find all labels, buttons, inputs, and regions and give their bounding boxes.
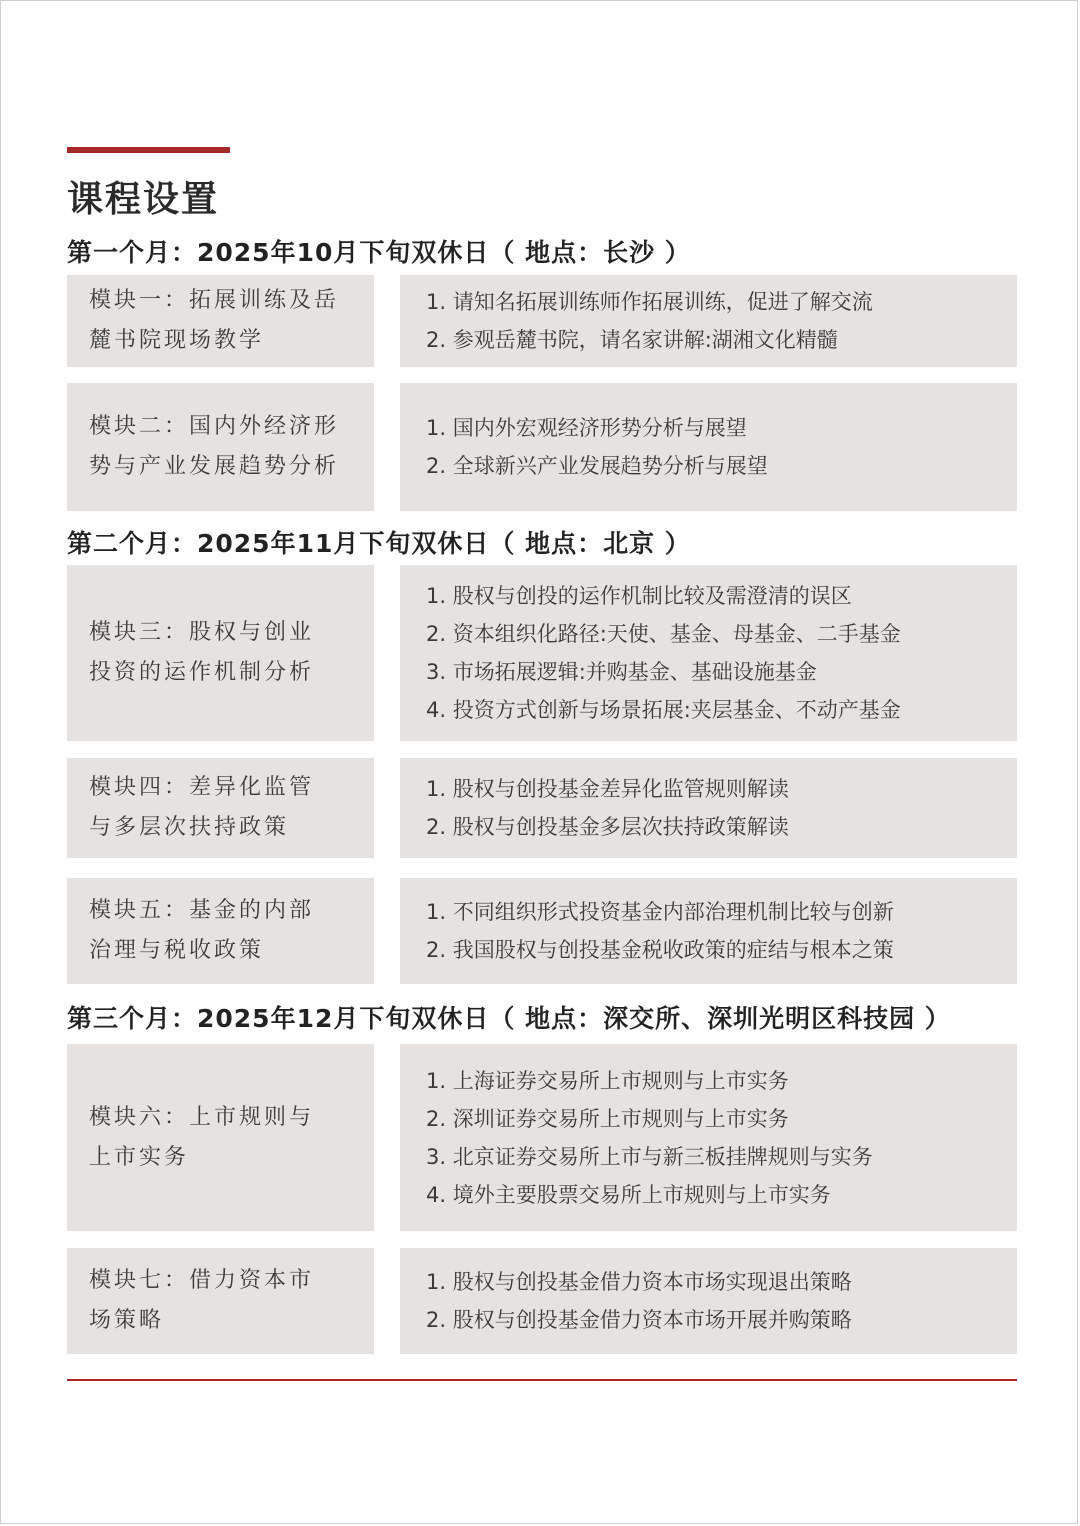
list-item: 4. 境外主要股票交易所上市规则与上市实务 [426, 1182, 831, 1207]
module-items-cell [400, 275, 1017, 367]
module-name-cell [67, 275, 374, 367]
list-item: 2. 股权与创投基金借力资本市场开展并购策略 [426, 1308, 852, 1332]
module-row-4 [67, 758, 1017, 858]
list-item: 2. 参观岳麓书院，请名家讲解:湖湘文化精髓 [426, 328, 838, 352]
module-name: 模块六：上市规则与 上市实务 [89, 1104, 315, 1170]
list-item: 3. 市场拓展逻辑:并购基金、基础设施基金 [426, 660, 817, 684]
list-item: 1. 不同组织形式投资基金内部治理机制比较与创新 [426, 900, 894, 924]
module-name-cell [67, 1248, 374, 1354]
module-name-cell [67, 758, 374, 858]
module-row-7 [67, 1248, 1017, 1354]
module-items-cell [400, 565, 1017, 741]
month-heading-1: 第一个月：2025年10月下旬双休日（ 地点：长沙 ） [67, 238, 691, 267]
module-name: 模块四：差异化监管 与多层次扶持政策 [89, 775, 315, 840]
module-name: 模块二：国内外经济形 势与产业发展趋势分析 [89, 414, 340, 479]
list-item: 4. 投资方式创新与场景拓展:夹层基金、不动产基金 [426, 698, 901, 722]
list-item: 3. 北京证券交易所上市与新三板挂牌规则与实务 [426, 1144, 873, 1169]
list-item: 1. 股权与创投的运作机制比较及需澄清的误区 [426, 584, 852, 608]
month-heading-3: 第三个月：2025年12月下旬双休日（ 地点：深交所、深圳光明区科技园 ） [67, 1004, 951, 1033]
list-item: 2. 股权与创投基金多层次扶持政策解读 [426, 815, 789, 839]
module-name-cell [67, 383, 374, 511]
list-item: 1. 上海证券交易所上市规则与上市实务 [426, 1068, 789, 1093]
list-item: 1. 国内外宏观经济形势分析与展望 [426, 416, 747, 440]
module-row-3 [67, 565, 1017, 741]
module-row-2 [67, 383, 1017, 511]
title-accent-bar [67, 147, 230, 153]
list-item: 1. 股权与创投基金差异化监管规则解读 [426, 777, 789, 801]
module-items-cell [400, 1248, 1017, 1354]
list-item: 2. 全球新兴产业发展趋势分析与展望 [426, 454, 768, 478]
module-row-6 [67, 1044, 1017, 1231]
module-name: 模块七：借力资本市 场策略 [89, 1268, 315, 1333]
module-name: 模块一：拓展训练及岳 麓书院现场教学 [89, 288, 340, 353]
page-title: 课程设置 [67, 179, 220, 220]
module-row-1 [67, 275, 1017, 367]
list-item: 1. 股权与创投基金借力资本市场实现退出策略 [426, 1270, 852, 1294]
list-item: 2. 深圳证券交易所上市规则与上市实务 [426, 1106, 789, 1131]
module-items-cell [400, 383, 1017, 511]
module-items-cell [400, 878, 1017, 984]
list-item: 2. 我国股权与创投基金税收政策的症结与根本之策 [426, 938, 894, 962]
list-item: 1. 请知名拓展训练师作拓展训练，促进了解交流 [426, 290, 873, 314]
module-items-cell [400, 1044, 1017, 1231]
module-name-cell [67, 565, 374, 741]
module-row-5 [67, 878, 1017, 984]
module-name: 模块三：股权与创业 投资的运作机制分析 [89, 620, 315, 685]
module-items-cell [400, 758, 1017, 858]
list-item: 2. 资本组织化路径:天使、基金、母基金、二手基金 [426, 622, 901, 646]
module-name-cell [67, 878, 374, 984]
month-heading-2: 第二个月：2025年11月下旬双休日（ 地点：北京 ） [67, 529, 691, 558]
module-name: 模块五：基金的内部 治理与税收政策 [89, 898, 315, 963]
module-name-cell [67, 1044, 374, 1231]
bottom-divider [67, 1379, 1017, 1381]
